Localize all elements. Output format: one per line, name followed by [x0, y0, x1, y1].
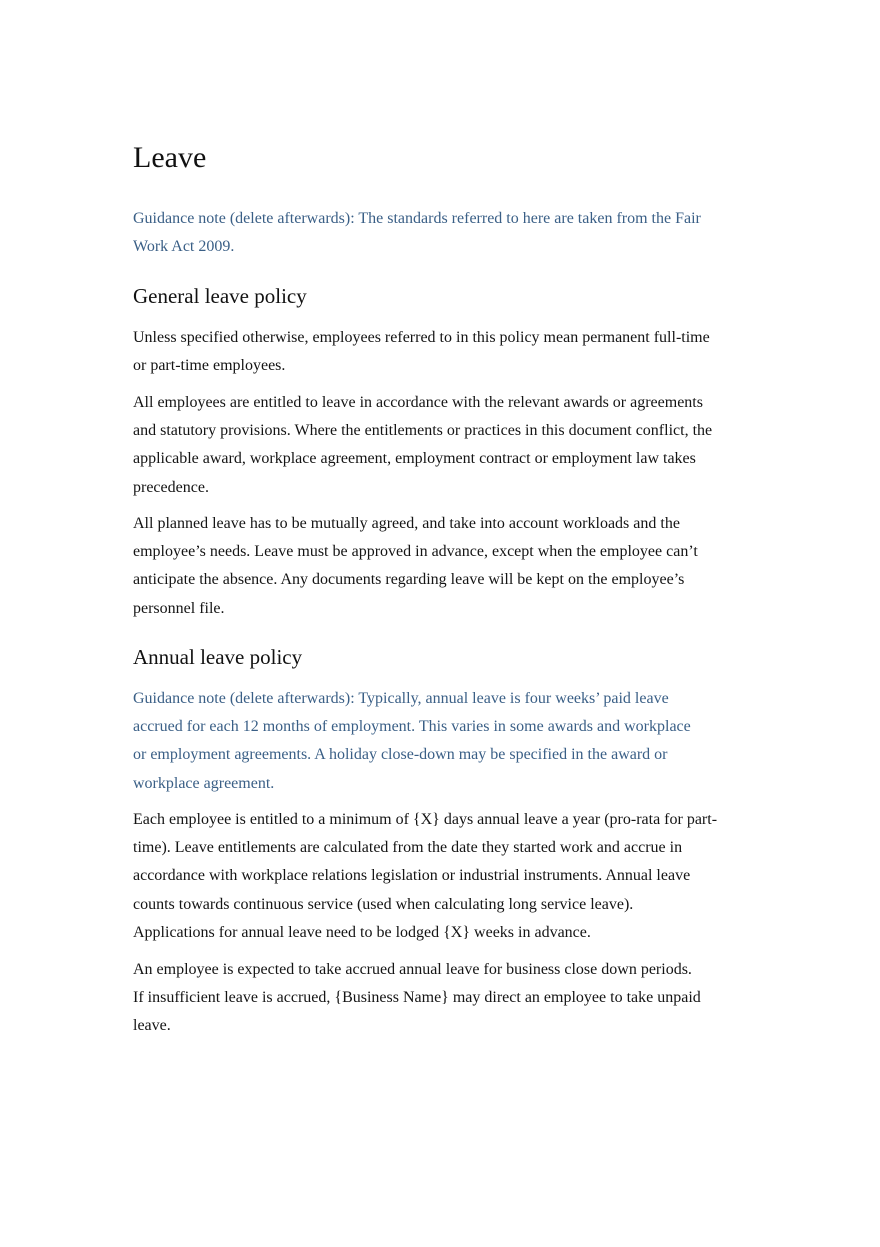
- paragraph-line: precedence.: [133, 478, 209, 496]
- annual-leave-paragraph-2: [133, 956, 733, 1041]
- page-title: Leave: [133, 141, 207, 174]
- intro-guidance-note: [133, 205, 733, 261]
- guidance-line: Guidance note (delete afterwards): Typically, annual leave is four weeks’ paid leave: [133, 690, 669, 707]
- paragraph-line: counts towards continuous service (used when calculating long service leave).: [133, 895, 634, 913]
- paragraph-line: accordance with workplace relations legislation or industrial instruments. Annual leave: [133, 867, 691, 885]
- paragraph-line: anticipate the absence. Any documents regarding leave will be kept on the employee’s: [133, 571, 685, 589]
- paragraph-line: employee’s needs. Leave must be approved in advance, except when the employee can’t: [133, 543, 698, 561]
- guidance-line: or employment agreements. A holiday close-down may be specified in the award or: [133, 746, 668, 764]
- paragraph-line: Unless specified otherwise, employees referred to in this policy mean permanent full-time: [133, 329, 710, 346]
- paragraph-line: An employee is expected to take accrued annual leave for business close down periods.: [133, 961, 692, 978]
- paragraph-line: personnel file.: [133, 599, 225, 617]
- guidance-line: Guidance note (delete afterwards): The standards referred to here are taken from the Fair: [133, 210, 701, 227]
- paragraph-line: All employees are entitled to leave in accordance with the relevant awards or agreements: [133, 394, 703, 411]
- paragraph-line: leave.: [133, 1017, 171, 1035]
- guidance-line: Work Act 2009.: [133, 238, 235, 256]
- general-leave-paragraph-2: [133, 389, 733, 502]
- annual-leave-guidance-note: [133, 685, 733, 798]
- paragraph-line: and statutory provisions. Where the entitlements or practices in this document conflict, the: [133, 422, 713, 440]
- general-leave-paragraph-3: [133, 510, 733, 623]
- annual-leave-paragraph-1: [133, 806, 733, 947]
- section-heading-general-leave: General leave policy: [133, 284, 307, 308]
- guidance-line: accrued for each 12 months of employment. This varies in some awards and workplace: [133, 718, 691, 736]
- guidance-line: workplace agreement.: [133, 774, 275, 792]
- paragraph-line: time). Leave entitlements are calculated from the date they started work and accrue in: [133, 839, 683, 857]
- paragraph-line: All planned leave has to be mutually agreed, and take into account workloads and the: [133, 515, 680, 532]
- paragraph-line: applicable award, workplace agreement, employment contract or employment law takes: [133, 450, 696, 468]
- section-heading-annual-leave: Annual leave policy: [133, 645, 303, 669]
- paragraph-line: or part-time employees.: [133, 357, 286, 375]
- general-leave-paragraph-1: [133, 324, 733, 380]
- paragraph-line: Each employee is entitled to a minimum of {X} days annual leave a year (pro-rata for part-: [133, 811, 718, 828]
- paragraph-line: If insufficient leave is accrued, {Business Name} may direct an employee to take unpaid: [133, 989, 701, 1007]
- paragraph-line: Applications for annual leave need to be lodged {X} weeks in advance.: [133, 923, 591, 941]
